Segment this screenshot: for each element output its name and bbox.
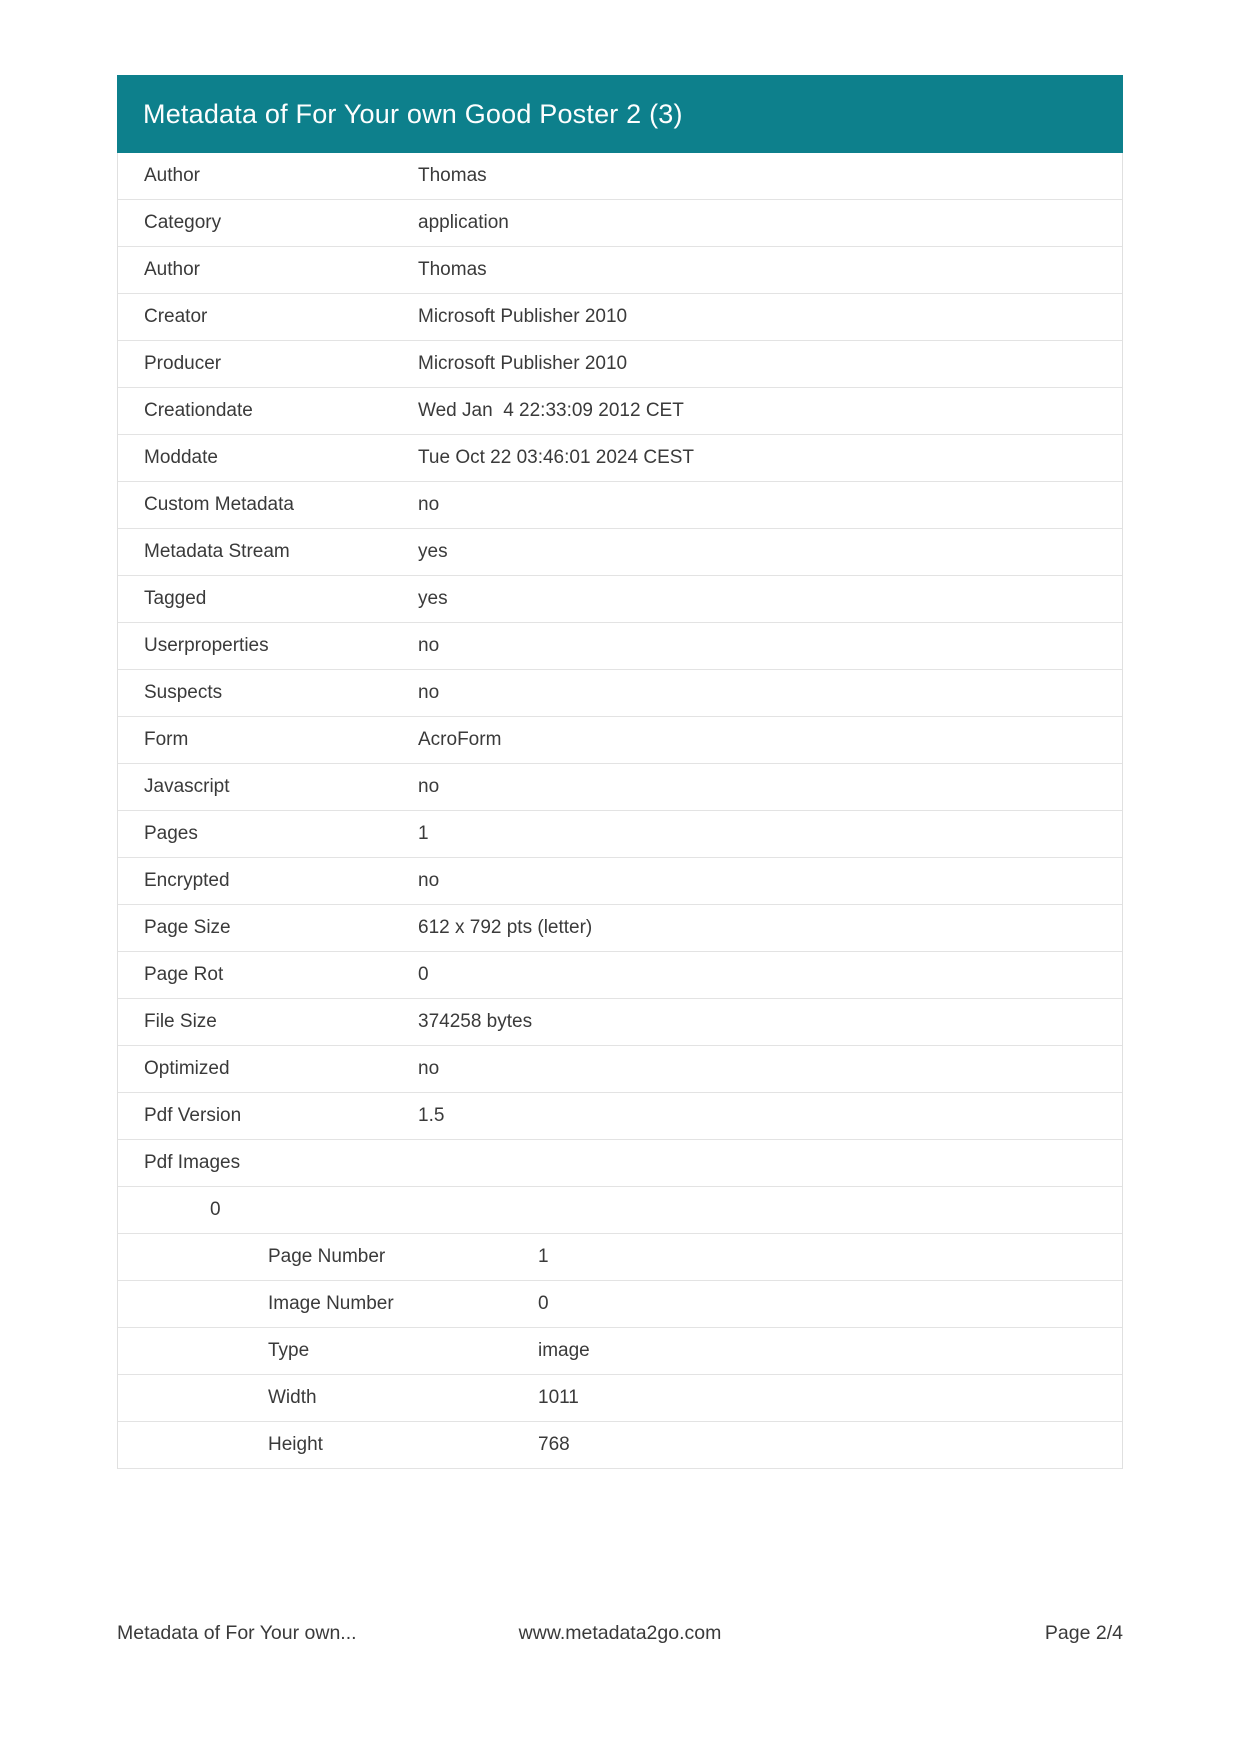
row-value: 1.5 xyxy=(418,1105,445,1126)
table-row xyxy=(118,576,1122,623)
table-row xyxy=(118,294,1122,341)
row-value: 1 xyxy=(538,1246,549,1267)
table-row xyxy=(118,1140,1122,1187)
row-value: no xyxy=(418,494,440,515)
table-row xyxy=(118,764,1122,811)
page-title: Metadata of For Your own Good Poster 2 (3) xyxy=(143,98,683,129)
row-value: AcroForm xyxy=(418,729,502,750)
row-label: Pdf Images xyxy=(144,1152,241,1173)
row-label: Producer xyxy=(144,353,222,374)
table-row xyxy=(118,717,1122,764)
row-value: application xyxy=(418,212,509,233)
row-value: 1011 xyxy=(538,1387,579,1408)
table-row xyxy=(118,341,1122,388)
table-row xyxy=(118,1046,1122,1093)
row-label: Page Size xyxy=(144,917,231,938)
table-row xyxy=(118,153,1122,200)
row-label: Category xyxy=(144,212,222,233)
table-row xyxy=(118,482,1122,529)
row-value: no xyxy=(418,682,440,703)
row-value: no xyxy=(418,776,440,797)
row-label: Page Number xyxy=(268,1246,386,1267)
table-row xyxy=(118,1328,1122,1375)
row-value: Microsoft Publisher 2010 xyxy=(418,306,628,327)
table-row xyxy=(118,247,1122,294)
table-row xyxy=(118,529,1122,576)
table-row xyxy=(118,1234,1122,1281)
table-row xyxy=(118,623,1122,670)
row-label: Width xyxy=(268,1387,317,1408)
row-value: 0 xyxy=(418,964,429,985)
row-value: Tue Oct 22 03:46:01 2024 CEST xyxy=(418,447,695,468)
footer-page-number: Page 2/4 xyxy=(1044,1622,1123,1644)
table-row xyxy=(118,1281,1122,1328)
row-value: 0 xyxy=(538,1293,549,1314)
row-value: 612 x 792 pts (letter) xyxy=(418,917,593,938)
table-row xyxy=(118,952,1122,999)
row-label: Suspects xyxy=(144,682,223,703)
row-label: Optimized xyxy=(144,1058,230,1079)
footer-website: www.metadata2go.com xyxy=(518,1622,722,1644)
table-row xyxy=(118,1422,1122,1469)
table-row xyxy=(118,999,1122,1046)
row-value: 374258 bytes xyxy=(418,1011,533,1032)
row-label: Form xyxy=(144,729,189,750)
row-label: Javascript xyxy=(144,776,230,797)
row-label: Height xyxy=(268,1434,323,1455)
table-row xyxy=(118,858,1122,905)
row-label: Encrypted xyxy=(144,870,230,891)
row-label: Author xyxy=(144,259,200,280)
table-row xyxy=(118,200,1122,247)
table-row xyxy=(118,1375,1122,1422)
row-value: Microsoft Publisher 2010 xyxy=(418,353,628,374)
row-value: Thomas xyxy=(418,259,487,280)
row-label: Author xyxy=(144,165,200,186)
row-value: 768 xyxy=(538,1434,570,1455)
row-label: Tagged xyxy=(144,588,207,609)
table-row xyxy=(118,435,1122,482)
row-value: Thomas xyxy=(418,165,487,186)
row-label: Page Rot xyxy=(144,964,224,985)
table-row xyxy=(118,388,1122,435)
row-label: Pages xyxy=(144,823,198,844)
row-label: Moddate xyxy=(144,447,218,468)
table-row xyxy=(118,811,1122,858)
row-label: Creationdate xyxy=(144,400,253,421)
row-value: no xyxy=(418,1058,440,1079)
row-value: image xyxy=(538,1340,590,1361)
row-label: Metadata Stream xyxy=(144,541,290,562)
table-row xyxy=(118,1187,1122,1234)
row-value: no xyxy=(418,870,440,891)
row-value: yes xyxy=(418,588,448,609)
row-value: Wed Jan 4 22:33:09 2012 CET xyxy=(418,400,684,421)
metadata-table xyxy=(117,153,1123,1469)
row-label: Pdf Version xyxy=(144,1105,242,1126)
row-value: 1 xyxy=(418,823,429,844)
row-label: Custom Metadata xyxy=(144,494,294,515)
table-row xyxy=(118,670,1122,717)
row-label: Type xyxy=(268,1340,310,1361)
table-row xyxy=(118,1093,1122,1140)
footer-document-title: Metadata of For Your own... xyxy=(117,1622,357,1644)
row-value: no xyxy=(418,635,440,656)
row-label: Image Number xyxy=(268,1293,394,1314)
row-label: Creator xyxy=(144,306,208,327)
row-label: Userproperties xyxy=(144,635,269,656)
metadata-card xyxy=(117,75,1123,1469)
row-label: File Size xyxy=(144,1011,217,1032)
table-row xyxy=(118,905,1122,952)
row-value: yes xyxy=(418,541,448,562)
row-label: 0 xyxy=(210,1199,221,1220)
title-bar xyxy=(117,75,1123,153)
